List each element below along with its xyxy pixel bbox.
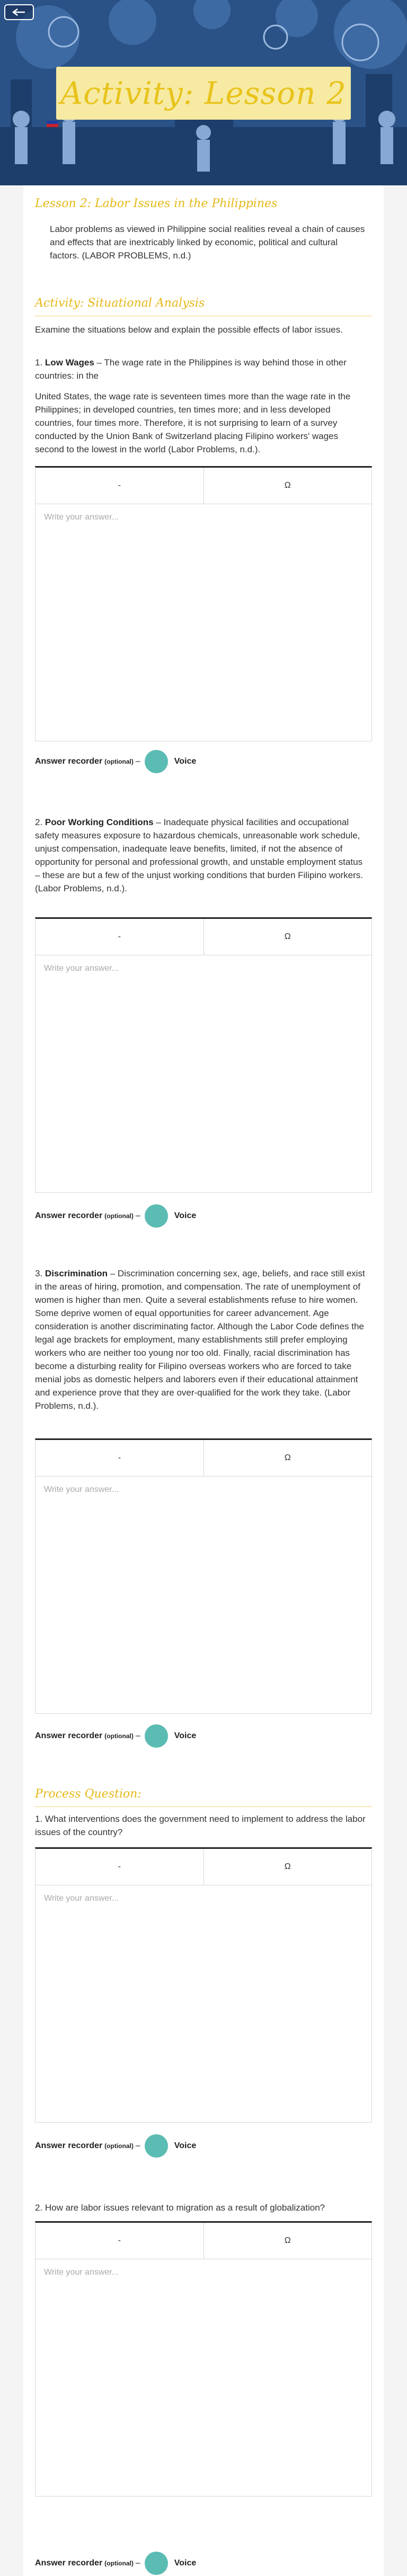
answer-box-4: [35, 1847, 372, 2123]
process-heading: Process Question:: [35, 1787, 141, 1801]
answer-toolbar: [36, 1440, 371, 1477]
recorder-optional: (optional): [104, 1732, 134, 1740]
record-button[interactable]: [145, 2134, 168, 2158]
recorder-optional: (optional): [104, 2142, 134, 2150]
situation-2: [35, 816, 369, 895]
lesson-heading: Lesson 2: Labor Issues in the Philippines: [35, 197, 278, 210]
answer-input-2[interactable]: Write your answer...: [44, 964, 119, 973]
situation-3-term: Discrimination: [45, 1268, 108, 1278]
recorder-voice-label: Voice: [174, 1731, 197, 1740]
back-arrow-icon: [11, 8, 27, 16]
situation-1-number: 1.: [35, 357, 43, 368]
situation-2-term: Poor Working Conditions: [45, 817, 154, 827]
record-button[interactable]: [145, 2552, 168, 2575]
situation-3: [35, 1267, 369, 1412]
answer-input-4[interactable]: Write your answer...: [44, 1894, 119, 1903]
answer-recorder-2: [35, 1204, 196, 1228]
process-divider: [35, 1806, 372, 1807]
flag-icon: [47, 121, 58, 127]
recorder-dash: –: [135, 1731, 140, 1740]
situation-1-lead: – The wage rate in the Philippines is way behind those in other countries: in the: [35, 357, 347, 381]
recorder-dash: –: [135, 2141, 140, 2150]
answer-box-5: [35, 2221, 372, 2497]
recorder-optional: (optional): [104, 1212, 134, 1220]
situation-3-lead: – Discrimination concerning sex, age, beliefs, and race still exist in the areas of hiring, promotion, and compensation. The rate of unemployment of women is higher than men. Quite a several establishments refuse to hire women. Some deprive women of equal opportunities for career advancement. Age consideration is another discriminating factor. Although the Labor Code defines the legal age brackets for employment, many establishments still prefer employing workers who are neither too young nor too old. Finally, racial discrimination has become a disturbing reality for Filipino overseas workers who are forced to take menial jobs as domestic helpers and laborers even if their educational attainment and experience prove that they are over-qualified for the work they take. (Labor Problems, n.d.).: [35, 1268, 365, 1411]
answer-recorder-3: [35, 1724, 196, 1748]
page-title-box: [56, 67, 351, 120]
toolbar-omega-button[interactable]: Ω: [204, 1440, 372, 1476]
record-button[interactable]: [145, 1204, 168, 1228]
answer-toolbar: [36, 1849, 371, 1885]
answer-input-3[interactable]: Write your answer...: [44, 1485, 119, 1494]
recorder-dash: –: [135, 1211, 140, 1220]
recorder-voice-label: Voice: [174, 1211, 197, 1220]
record-button[interactable]: [145, 1724, 168, 1748]
record-button[interactable]: [145, 750, 168, 773]
answer-box-3: [35, 1438, 372, 1714]
answer-input-5[interactable]: Write your answer...: [44, 2268, 119, 2277]
situation-1: [35, 356, 369, 382]
recorder-optional: (optional): [104, 2560, 134, 2567]
recorder-voice-label: Voice: [174, 2559, 197, 2568]
situation-3-number: 3.: [35, 1268, 43, 1278]
situation-1-term: Low Wages: [45, 357, 94, 368]
answer-toolbar: [36, 2223, 371, 2259]
toolbar-dash-button[interactable]: -: [118, 2236, 121, 2245]
recorder-voice-label: Voice: [174, 757, 197, 766]
process-question-1: 1. What interventions does the government need to implement to address the labor issues of the country?: [35, 1814, 366, 1837]
situation-2-lead: – Inadequate physical facilities and occupational safety measures exposure to hazardous chemicals, unreasonable work schedule, unjust compensation, inadequate leave benefits, limited, if not the absence of opportunity for personal and professional growth, and unstable employment status – these are but a few of the unjust working conditions that burden Filipino workers. (Labor Problems, n.d.).: [35, 817, 363, 893]
toolbar-omega-button[interactable]: Ω: [204, 2223, 372, 2259]
answer-box-1: [35, 466, 372, 741]
situation-1-body: United States, the wage rate is seventeen times more than the wage rate in the Philippines; in developed countries, ten times more; and in less developed countries, four times more. Therefore, it is not surprising to learn of a survey conducted by the Union Bank of Switzerland placing Filipino workers' wages second to the lowest in the world (Labor Problems, n.d.).: [35, 391, 351, 454]
header-banner: [0, 0, 407, 185]
answer-toolbar: [36, 468, 371, 504]
recorder-dash: –: [135, 2559, 140, 2568]
answer-recorder-1: [35, 750, 196, 773]
page-title: Activity: Lesson 2: [60, 75, 347, 111]
toolbar-omega-button[interactable]: Ω: [204, 1849, 372, 1885]
toolbar-dash-button[interactable]: -: [118, 481, 121, 490]
toolbar-omega-button[interactable]: Ω: [204, 468, 372, 504]
toolbar-omega-button[interactable]: Ω: [204, 919, 372, 955]
situation-2-number: 2.: [35, 817, 43, 827]
activity-heading: Activity: Situational Analysis: [35, 297, 205, 310]
recorder-voice-label: Voice: [174, 2141, 197, 2150]
answer-recorder-5: [35, 2552, 196, 2575]
activity-instructions: Examine the situations below and explain the possible effects of labor issues.: [35, 325, 343, 335]
recorder-label: Answer recorder: [35, 2141, 103, 2150]
answer-toolbar: [36, 919, 371, 955]
toolbar-dash-button[interactable]: -: [118, 1453, 121, 1462]
recorder-optional: (optional): [104, 758, 134, 765]
lesson-intro: Labor problems as viewed in Philippine social realities reveal a chain of causes and effects that are inextricably linked by economic, political and cultural factors. (LABOR PROBLEMS, n.d.): [50, 224, 365, 261]
recorder-label: Answer recorder: [35, 757, 103, 766]
recorder-dash: –: [135, 757, 140, 766]
answer-recorder-4: [35, 2134, 196, 2158]
answer-box-2: [35, 917, 372, 1193]
process-question-2: 2. How are labor issues relevant to migration as a result of globalization?: [35, 2203, 325, 2213]
toolbar-dash-button[interactable]: -: [118, 1862, 121, 1871]
recorder-label: Answer recorder: [35, 1731, 103, 1740]
recorder-label: Answer recorder: [35, 1211, 103, 1220]
recorder-label: Answer recorder: [35, 2559, 103, 2568]
answer-input-1[interactable]: Write your answer...: [44, 513, 119, 522]
back-button[interactable]: [4, 4, 34, 20]
toolbar-dash-button[interactable]: -: [118, 932, 121, 941]
